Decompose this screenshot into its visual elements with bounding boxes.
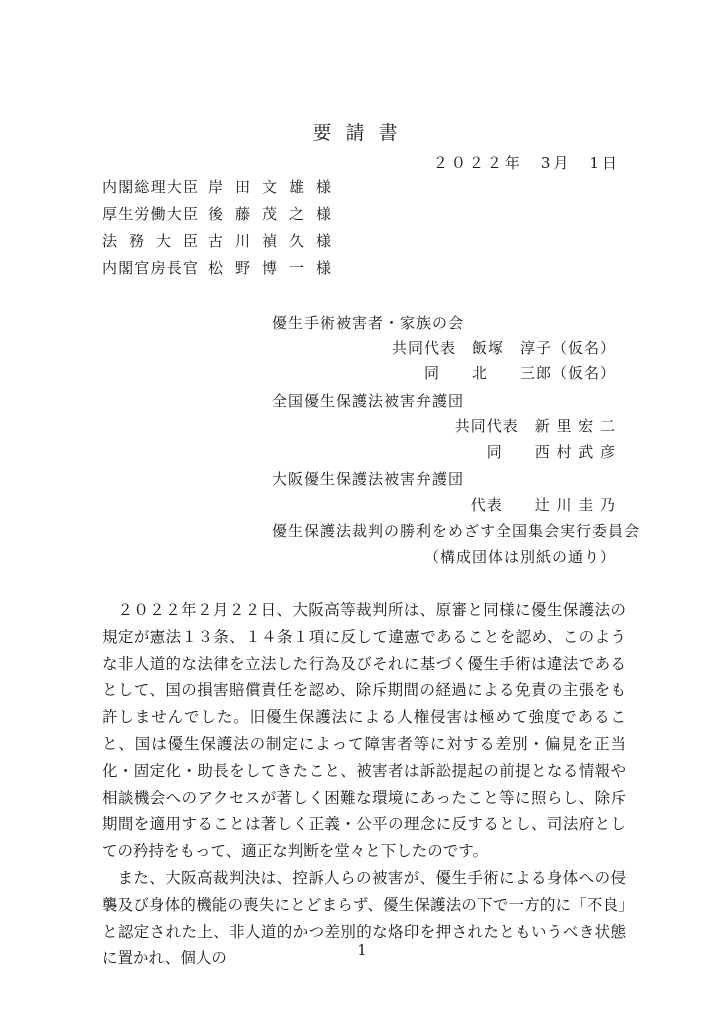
addressee-role: 法務大臣 xyxy=(102,232,198,250)
addressee-name: 後藤茂之様 xyxy=(208,205,344,223)
addressee xyxy=(102,203,343,224)
sender-org: 大阪優生保護法被害弁護団 xyxy=(272,470,465,488)
addressee xyxy=(102,257,343,278)
sender-rep: 代表 辻 川 圭 乃 xyxy=(470,496,616,514)
sender-rep: 同 西 村 武 彦 xyxy=(486,443,616,461)
sender-org: 全国優生保護法被害弁護団 xyxy=(272,392,465,410)
sender-rep: 共同代表 新 里 宏 二 xyxy=(454,417,616,435)
body-text xyxy=(102,597,626,972)
sender-org: 優生手術被害者・家族の会 xyxy=(272,314,465,332)
body-paragraph: ２０２２年２月２２日、大阪高等裁判所は、原審と同様に優生保護法の規定が憲法１３条、１４条１項に反して違憲であることを認め、このような非人道的な法律を立法した行為及びそれに基づく優生手術は違法であるとして、国の損害賠償責任を認め、除斥期間の経過による免責の主張をも許しませんでした。旧優生保護法による人権侵害は極めて強度であること、国は優生保護法の制定によって障害者等に対する差別・偏見を正当化・固定化・助長をしてきたこと、被害者は訴訟提起の前提となる情報や相談機会へのアクセスが著しく困難な環境にあったこと等に照らし、除斥期間を適用することは著しく正義・公平の理念に反するとし、司法府としての矜持をもって、適正な判断を堂々と下したのです。 xyxy=(102,601,626,861)
page-number: 1 xyxy=(357,941,367,959)
addressee-role: 内閣官房長官 xyxy=(102,259,198,277)
document-date: ２０２２年 3月 1日 xyxy=(432,154,620,172)
addressee-role: 内閣総理大臣 xyxy=(102,178,198,196)
sender-rep: 同 北 三郎（仮名） xyxy=(423,364,616,382)
sender-rep: 共同代表 飯塚 淳子（仮名） xyxy=(391,339,616,357)
body-paragraph: また、大阪高裁判決は、控訴人らの被害が、優生手術による身体への侵襲及び身体的機能の喪失にとどまらず、優生保護法の下で一方的に「不良」と認定された上、非人道的かつ差別的な烙印を押されたともいうべき状態に置かれ、個人の xyxy=(102,868,626,968)
addressee xyxy=(102,176,343,197)
sender-org: 優生保護法裁判の勝利をめざす全国集会実行委員会 xyxy=(272,522,641,540)
addressee-name: 古川禎久様 xyxy=(208,232,344,250)
addressee-role: 厚生労働大臣 xyxy=(102,205,198,223)
sender-note: （構成団体は別紙の通り） xyxy=(423,548,616,566)
addressee-name: 岸田文雄様 xyxy=(208,178,344,196)
addressee-name: 松野博一様 xyxy=(208,259,344,277)
document-title: 要請書 xyxy=(312,122,412,144)
addressee xyxy=(102,230,343,251)
